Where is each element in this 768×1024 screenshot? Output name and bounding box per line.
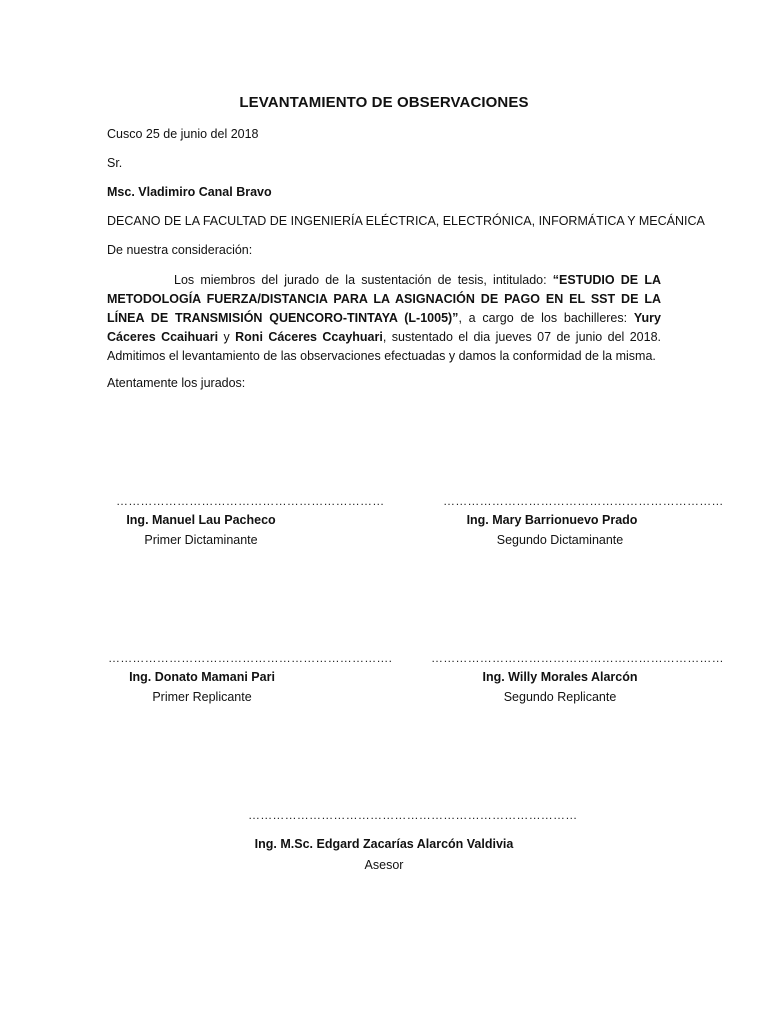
signatory-name-2: Ing. Mary Barrionuevo Prado: [466, 513, 638, 527]
signature-line-3: …………………………………………………………….: [108, 651, 393, 665]
signatory-role-4: Segundo Replicante: [503, 690, 617, 704]
signatory-name-4: Ing. Willy Morales Alarcón: [482, 670, 638, 684]
signatory-name-3: Ing. Donato Mamani Pari: [129, 670, 275, 684]
signature-line-2: ……………………………………………………………: [443, 494, 724, 508]
signature-line-1: …………………………………………………………: [116, 494, 385, 508]
closing-line: Atentamente los jurados:: [107, 376, 246, 390]
student-name-1: Yury Cáceres Ccaihuari: [107, 311, 661, 344]
salutation: Sr.: [107, 156, 123, 170]
document-title: LEVANTAMIENTO DE OBSERVACIONES: [239, 94, 529, 111]
signatory-name-5: Ing. M.Sc. Edgard Zacarías Alarcón Valdivia: [254, 837, 514, 851]
body-paragraph: [107, 271, 661, 366]
signatory-role-1: Primer Dictaminante: [144, 533, 258, 547]
body-text-4: , sustentado el dia jueves 07 de junio del 2018. Admitimos el levantamiento de las observaciones efectuadas y damos la conformidad de la misma.: [107, 330, 662, 363]
body-text-1: Los miembros del jurado de la sustentación de tesis, intitulado:: [174, 273, 553, 287]
greeting: De nuestra consideración:: [107, 243, 253, 257]
recipient-title: DECANO DE LA FACULTAD DE INGENIERÍA ELÉCTRICA, ELECTRÓNICA, INFORMÁTICA Y MECÁNICA: [107, 214, 705, 228]
signatory-role-5: Asesor: [364, 858, 404, 872]
thesis-title: “ESTUDIO DE LA METODOLOGÍA FUERZA/DISTANCIA PARA LA ASIGNACIÓN DE PAGO EN EL SST DE LA LÍNEA DE TRANSMISIÓN QUENCORO-TINTAYA (L-1005)”: [107, 273, 661, 325]
signatory-role-3: Primer Replicante: [152, 690, 252, 704]
signatory-name-1: Ing. Manuel Lau Pacheco: [126, 513, 276, 527]
date-line: Cusco 25 de junio del 2018: [107, 127, 259, 141]
student-name-2: Roni Cáceres Ccayhuari: [235, 330, 383, 344]
recipient-name: Msc. Vladimiro Canal Bravo: [107, 185, 272, 199]
signature-line-4: ………………………………………………………………: [431, 651, 724, 665]
body-text-2: , a cargo de los bachilleres:: [458, 311, 634, 325]
signatory-role-2: Segundo Dictaminante: [496, 533, 624, 547]
body-text-3: y: [218, 330, 236, 344]
signature-line-5: ………………………………………………………………………: [248, 808, 578, 822]
